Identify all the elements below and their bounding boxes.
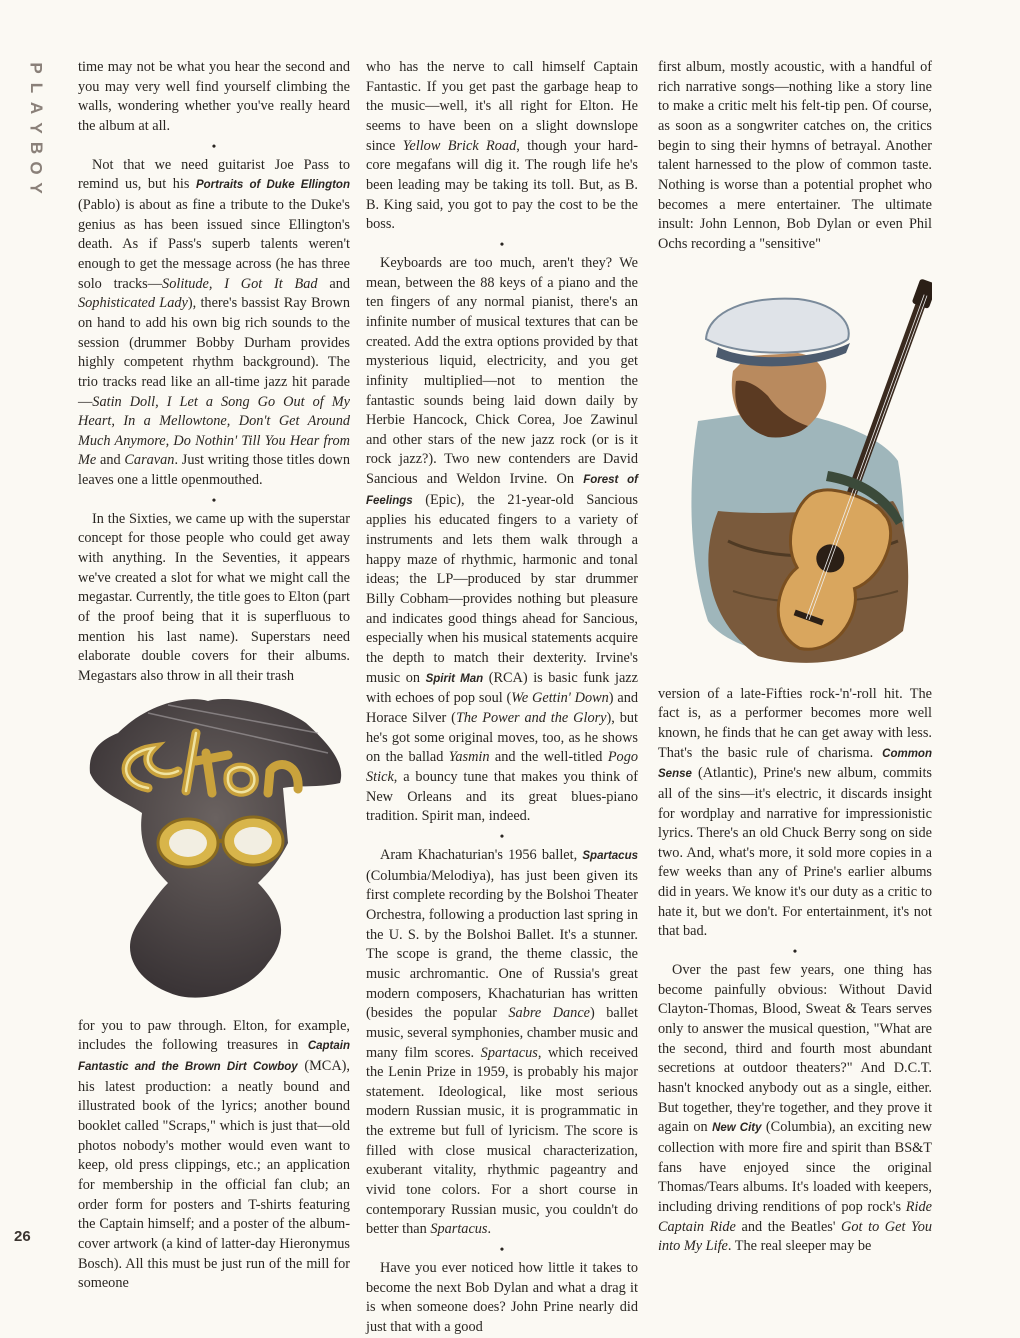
paragraph: version of a late-Fifties rock-'n'-roll hit. The fact is, as a performer becomes more well known, he finds that he can get away with less. That's the basic rule of charisma. Common Sense (Atlantic), Prine's new album, commits all of the sins—it's electric, it discards insight for wordplay and narrative for impressionistic lyrics. There's an old Chuck Berry song on side two. And, what's more, it sold more copies in a few weeks than any of Prine's earlier albums did in years. We know it's our duty as a critic to hate it, but we don't. For entertainment, it's not that bad. [658, 685, 932, 940]
paragraph: Have you ever noticed how little it takes to become the next Bob Dylan and what a drag it is when someone does? John Prine nearly did just that with a good [366, 1260, 638, 1336]
paragraph: Aram Khachaturian's 1956 ballet, Spartacus (Columbia/Melodiya), has just been given its first complete recording by the Bolshoi Theater Orchestra, following a production last spring in the U. S. by the Bolshoi Ballet. It's a stunner. The scope is grand, the theme classic, the music archromantic. One of Russia's great modern composers, Khachaturian has written (besides the popular Sabre Dance) ballet music, several symphonies, chamber music and many film scores. Spartacus, which received the Lenin Prize in 1959, is probably his major statement. Ideological, like most serious modern Russian music, it is programmatic in the extreme but full of lyricism. The score is filled with close musical characterization, exuberant vitality, rhythmic pageantry and vivid tone colors. For a short course in contemporary Russian music, you couldn't do better than Spartacus. [366, 846, 639, 1238]
paragraph: first album, mostly acoustic, with a handful of rich narrative songs—nothing like a story line to make a critic melt his felt-tip pen. Of course, as soon as a songwriter catches on, the critics begin to sing their hymns of betrayal. Another talent harnessed to the plow of common taste. Nothing is worse than a potential prophet who becomes a mere entertainer. The ultimate insult: John Lennon, Bob Dylan or even Phil Ochs recording a "sensitive" [658, 59, 932, 252]
page-number: 26 [14, 1228, 31, 1245]
section-bullet: • [499, 828, 505, 843]
paragraph: In the Sixties, we came up with the superstar concept for those people who could get away with anything. In the Seventies, it appears we've created a slot for what we might call the megastar. Currently, the title goes to Elton (part of the proof being that it is superfluous to mention his last name). Superstars need elaborate double covers for their albums. Megastars also throw in all their trash [78, 510, 350, 685]
section-bullet: • [211, 138, 217, 153]
paragraph: for you to paw through. Elton, for example, includes the following treasures in Captain Fantastic and the Brown Dirt Cowboy (MCA), his latest production: a neatly bound and illustrated book of the lyrics; another bound booklet called "Scraps," which is just that—old photos nobody's mother would even want to keep, old press clippings, etc.; an application for membership in the official fan club; an order form for posters and T-shirts featuring the Captain himself; and a poster of the album-cover artwork (a kind of latter-day Hieronymus Bosch). All this must be just run of the mill for someone [78, 1017, 350, 1292]
paragraph: Over the past few years, one thing has become painfully obvious: Without David Clayton-Thomas, Blood, Sweat & Tears serves only to answer the musical question, "What are the second, third and fourth most abundant secretions at outdoor theaters?" And D.C.T. hasn't knocked anybody out as a single, either. But together, they're together, and they prove it again on New City (Columbia), an exciting new collection with more fire and spirit than BS&T fans have enjoyed since the original Thomas/Tears albums. It's loaded with keepers, including driving renditions of pop rock's Ride Captain Ride and the Beatles' Got to Get You into My Life. The real sleeper may be [658, 962, 932, 1255]
paragraph: Keyboards are too much, aren't they? We mean, between the 88 keys of a piano and the ten fingers of any normal pianist, there's an infinite number of musical textures that can be created. Add the extra options provided by that mysterious liquid, electricity, and you get infinity multiplied—not to mention the fantastic sounds being laid down daily by Herbie Hancock, Chick Corea, Joe Zawinul and other stars of the new jazz rock (or is it rock jazz?). Two new contenders are David Sancious and Weldon Irvine. On Forest of Feelings (Epic), the 21-year-old Sancious applies his educated fingers to a variety of instruments and lets them walk through a happy maze of rhythmic, harmonic and tonal ideas; the LP—produced by star drummer Billy Cobham—provides nothing but pleasure and indicates good things ahead for Sancious, especially when his musical statements acquire the depth to match their dexterity. Irvine's music on Spirit Man (RCA) is basic funk jazz with echoes of pop soul (We Gettin' Down) and Horace Silver (The Power and the Glory), but he's got some original moves, too, as he shows on the ballad Yasmin and the well-titled Pogo Stick, a bouncy tune that makes you think of New Orleans and its great blues-piano tradition. Spirit man, indeed. [366, 254, 638, 825]
section-bullet: • [499, 236, 505, 251]
section-bullet: • [499, 1242, 505, 1257]
paragraph: Not that we need guitarist Joe Pass to remind us, but his Portraits of Duke Ellington (Pablo) is about as fine a tribute to the Duke's genius as has been issued since Ellington's death. As if Pass's superb talents weren't enough to get the message across (he has three solo tracks—Solitude, I Got It Bad and Sophisticated Lady), there's bassist Ray Brown on hand to add his own big rich sounds to the session (drummer Bobby Durham provides highly competent rhythm background). The trio tracks read like an all-time jazz hit parade—Satin Doll, I Let a Song Go Out of My Heart, In a Mellowtone, Don't Get Around Much Anymore, Do Nothin' Till You Hear from Me and Caravan. Just writing those titles down leaves one a little openmouthed. [78, 156, 351, 489]
masthead-vertical: P L A Y B O Y [26, 62, 46, 194]
paragraph: time may not be what you hear the second and you may very well find yourself climbing the walls, wondering whether you've really heard the album at all. [78, 59, 350, 134]
column-3 [658, 58, 932, 1257]
column-2 [366, 58, 638, 1338]
prine-guitar-illustration [658, 261, 932, 679]
paragraph: who has the nerve to call himself Captain Fantastic. If you get past the garbage heap to the music—well, it's all right for Elton. He seems to have been on a slight downslope since Yellow Brick Road, though your hard-core megafans will dig it. The rough life he's been leading may be taking its toll. But, as B. B. King said, you got to pay the cost to be the boss. [366, 59, 638, 233]
column-1 [78, 58, 350, 1294]
section-bullet: • [211, 492, 217, 507]
section-bullet: • [792, 944, 798, 959]
elton-hat-illustration [78, 693, 350, 1011]
